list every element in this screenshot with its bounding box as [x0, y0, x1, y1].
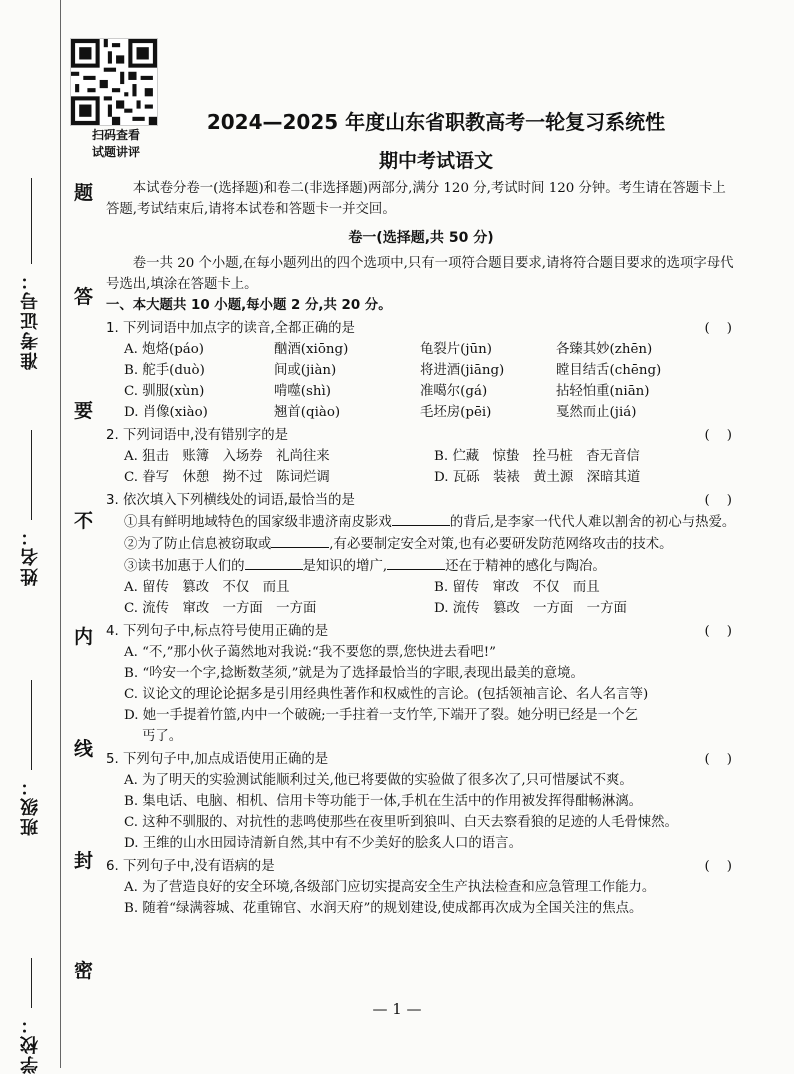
exam-title: 2024—2025 年度山东省职教高考一轮复习系统性: [206, 110, 666, 134]
answer-paren: ( ): [704, 493, 732, 508]
question-6: [106, 856, 736, 877]
page-number: — 1 —: [372, 1000, 422, 1018]
q3-sentence-3-part-c: 还在于精神的感化与陶冶。: [445, 559, 606, 574]
q3-sentence-2-part-b: ,有必要制定安全对策,也有必要研发防范网络攻击的技术。: [329, 537, 673, 552]
question-3: [106, 490, 736, 511]
answer-paren: ( ): [704, 321, 732, 336]
intro-text: 本试卷分卷一(选择题)和卷二(非选择题)两部分,满分 120 分,考试时间 120 分钟。考生请在答题卡上答题,考试结束后,请将本试卷和答题卡一并交回。: [106, 181, 726, 217]
question-4: [106, 621, 736, 642]
name-label: 姓名：: [20, 526, 41, 586]
q3-option: D. 流传 篡改 一方面 一方面: [434, 601, 627, 616]
q3-sentence-1-part-b: 的背后,是李家一代代人难以割舍的初心与热爱。: [449, 515, 736, 530]
fill-blank: [387, 555, 445, 570]
q5-option-a: A. 为了明天的实验测试能顺利过关,他已将要做的实验做了很多次了,只可惜屡试不爽。: [124, 773, 633, 788]
exam-id-blank: [31, 178, 32, 264]
q4-option-a: A. “不,”那小伙子蔼然地对我说:“我不要您的票,您快进去看吧!”: [124, 645, 496, 660]
q3-sentence-1: [106, 511, 736, 533]
volume-1-title: 卷一(选择题,共 50 分): [348, 230, 494, 246]
seal-char-8: 密: [74, 960, 94, 982]
q3-sentence-3: [106, 555, 736, 577]
q3-sentence-3-part-a: ③读书加惠于人们的: [124, 559, 245, 574]
exam-id-field: [14, 178, 48, 370]
question-3-stem: 3. 依次填入下列横线处的词语,最恰当的是: [106, 493, 355, 508]
q5-option-d: D. 王维的山水田园诗清新自然,其中有不少美好的脍炙人口的语言。: [124, 836, 522, 851]
q1-option-cell: 间或(jiàn): [274, 363, 337, 378]
q1-option-cell: 拈轻怕重(niān): [556, 384, 650, 399]
answer-paren: ( ): [704, 624, 732, 639]
q1-option-cell: 酗酒(xiōng): [274, 342, 349, 357]
q1-option-cell: 翘首(qiào): [274, 405, 341, 420]
exam-subtitle: 期中考试语文: [378, 150, 493, 172]
q6-option-a: A. 为了营造良好的安全环境,各级部门应切实提高安全生产执法检查和应急管理工作能力。: [124, 880, 656, 895]
q2-option: D. 瓦砾 装裱 黄土源 深暗其道: [434, 470, 641, 485]
q1-option-cell: 瞠目结舌(chēng): [556, 363, 662, 378]
seal-char-3: 要: [74, 400, 94, 422]
answer-paren: ( ): [704, 859, 732, 874]
answer-paren: ( ): [704, 752, 732, 767]
q1-option-cell: 毛坯房(pēi): [420, 405, 492, 420]
question-2: [106, 425, 736, 446]
q3-sentence-1-part-a: ①具有鲜明地域特色的国家级非遗济南皮影戏: [124, 515, 392, 530]
q1-option-cell: 戛然而止(jiá): [556, 405, 637, 420]
seal-char-7: 封: [74, 850, 94, 872]
qr-caption-line-1: 扫码查看: [91, 128, 140, 142]
question-2-stem: 2. 下列词语中,没有错别字的是: [106, 428, 288, 443]
q4-option-b: B. “吟安一个字,捻断数茎须,”就是为了选择最恰当的字眼,表现出最美的意境。: [124, 666, 584, 681]
question-5-stem: 5. 下列句子中,加点成语使用正确的是: [106, 752, 329, 767]
q5-option-c: C. 这种不驯服的、对抗性的悲鸣使那些在夜里听到狼叫、白天去察看狼的足迹的人毛骨悚然。: [124, 815, 678, 830]
seal-char-5: 内: [74, 626, 94, 648]
qr-caption-line-2: 试题讲评: [91, 145, 140, 159]
q3-sentence-2-part-a: ②为了防止信息被窃取或: [124, 537, 272, 552]
q1-option-cell: 各臻其妙(zhēn): [556, 342, 653, 357]
q2-option: A. 狙击 账簿 入场券 礼尚往来: [124, 449, 330, 464]
class-field: [14, 680, 48, 836]
exam-body: [106, 178, 736, 919]
q2-option: C. 眷写 休憩 拗不过 陈词烂调: [124, 470, 330, 485]
q1-option-cell: 准噶尔(gá): [420, 384, 488, 399]
q1-option-cell: D. 肖像(xiào): [124, 405, 208, 420]
qr-code-image: [71, 39, 157, 125]
q3-option: A. 留传 篡改 不仅 而且: [124, 580, 290, 595]
fill-blank: [245, 555, 303, 570]
question-1-options: [106, 339, 736, 423]
q1-option-cell: 啃噬(shì): [274, 384, 332, 399]
q1-option-cell: A. 炮烙(páo): [124, 342, 205, 357]
q1-option-cell: B. 舵手(duò): [124, 363, 205, 378]
exam-id-label: 准考证号：: [20, 270, 41, 370]
question-6-stem: 6. 下列句子中,没有语病的是: [106, 859, 275, 874]
q5-option-b: B. 集电话、电脑、相机、信用卡等功能于一体,手机在生活中的作用被发挥得酣畅淋漓。: [124, 794, 643, 809]
q3-sentence-2: [106, 533, 736, 555]
class-blank: [31, 680, 32, 770]
seal-char-1: 题: [74, 182, 94, 204]
question-5: [106, 749, 736, 770]
binding-line: [60, 0, 61, 1068]
q2-option: B. 伫藏 惊蛰 拴马桩 杳无音信: [434, 449, 640, 464]
q4-option-d: D. 她一手提着竹篮,内中一个破碗;一手拄着一支竹竿,下端开了裂。她分明已经是一个乞: [124, 708, 638, 723]
name-blank: [31, 430, 32, 520]
q1-option-cell: 龟裂片(jūn): [420, 342, 493, 357]
qr-caption: [80, 127, 152, 161]
name-field: [14, 430, 48, 586]
q3-option: C. 流传 窜改 一方面 一方面: [124, 601, 317, 616]
question-2-options: [106, 446, 736, 488]
question-4-stem: 4. 下列句子中,标点符号使用正确的是: [106, 624, 329, 639]
section-1-heading: 一、本大题共 10 小题,每小题 2 分,共 20 分。: [106, 298, 392, 313]
question-1-stem: 1. 下列词语中加点字的读音,全都正确的是: [106, 321, 355, 336]
q1-option-cell: 将进酒(jiāng): [420, 363, 505, 378]
school-label: 学校：: [20, 1014, 41, 1074]
answer-paren: ( ): [704, 428, 732, 443]
qr-code[interactable]: [70, 38, 158, 126]
class-label: 班级：: [20, 776, 41, 836]
q6-option-b: B. 随着“绿满蓉城、花重锦官、水润天府”的规划建设,使成都再次成为全国关注的焦点。: [124, 901, 643, 916]
volume-1-instructions: 卷一共 20 个小题,在每小题列出的四个选项中,只有一项符合题目要求,请将符合题目要求的选项字母代号选出,填涂在答题卡上。: [106, 256, 734, 292]
q3-option: B. 留传 窜改 不仅 而且: [434, 580, 600, 595]
q1-option-cell: C. 驯服(xùn): [124, 384, 205, 399]
seal-char-4: 不: [74, 510, 94, 532]
fill-blank: [392, 511, 450, 526]
seal-char-2: 答: [74, 286, 94, 308]
question-1: [106, 318, 736, 339]
q3-sentence-3-part-b: 是知识的增广,: [302, 559, 388, 574]
q4-option-d-cont: 丐了。: [142, 729, 183, 744]
q4-option-c: C. 议论文的理论论据多是引用经典性著作和权威性的言论。(包括领袖言论、名人名言等): [124, 687, 649, 702]
seal-char-6: 线: [74, 738, 94, 760]
fill-blank: [271, 533, 329, 548]
question-3-options: [106, 577, 736, 619]
